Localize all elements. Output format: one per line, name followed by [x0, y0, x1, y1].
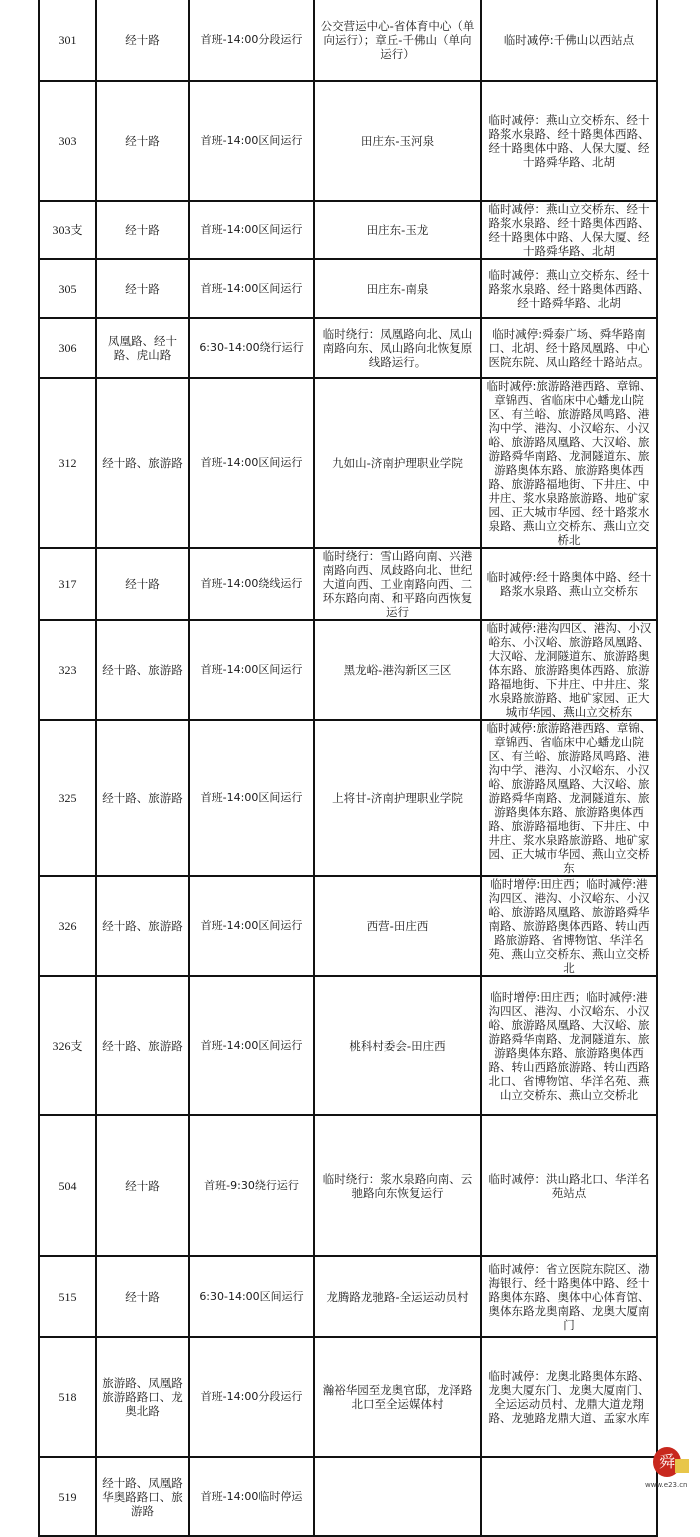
logo-tag-icon	[675, 1459, 689, 1473]
table-row	[39, 548, 657, 620]
affected-road-cell: 经十路、旅游路	[96, 976, 189, 1115]
route-plan-cell: 西营-田庄西	[314, 876, 481, 976]
bus-route-adjustment-table	[38, 0, 658, 1537]
table-row	[39, 0, 657, 81]
table-row	[39, 259, 657, 318]
affected-road-cell: 经十路	[96, 259, 189, 318]
stop-changes-cell: 临时减停：燕山立交桥东、经十路浆水泉路、经十路奥体西路、经十路奥体中路、人保大厦、经十路舜华路、北胡	[481, 201, 657, 259]
stop-changes-cell: 临时减停：燕山立交桥东、经十路浆水泉路、经十路奥体西路、经十路奥体中路、人保大厦、经十路舜华路、北胡	[481, 81, 657, 201]
stop-changes-cell: 临时减停：洪山路北口、华洋名苑站点	[481, 1115, 657, 1256]
watermark-url: www.e23.cn	[645, 1481, 688, 1489]
stop-changes-cell: 临时减停:千佛山以西站点	[481, 0, 657, 81]
seal-logo-icon: 舜	[653, 1447, 681, 1477]
route-plan-cell: 田庄东-南泉	[314, 259, 481, 318]
route-number-cell: 515	[39, 1256, 96, 1337]
route-plan-cell: 公交营运中心-省体育中心（单向运行）；章丘-千佛山（单向运行）	[314, 0, 481, 81]
table-row	[39, 1115, 657, 1256]
route-plan-cell	[314, 1457, 481, 1536]
route-number-cell: 305	[39, 259, 96, 318]
table-row	[39, 1256, 657, 1337]
route-plan-cell: 瀚裕华园至龙奥官邸，龙泽路北口至全运媒体村	[314, 1337, 481, 1457]
stop-changes-cell: 临时减停:旅游路港西路、章锦、章锦西、省临床中心蟠龙山院区、有兰峪、旅游路凤鸣路、港沟中学、港沟、小汉峪东、小汉峪、旅游路凤凰路、大汉峪、旅游路舜华南路、龙洞隧道东、旅游路奥体东路、旅游路奥体西路、旅游路福地街、下井庄、中井庄、浆水泉路旅游路、地矿家园、正大城市华园、经十路浆水泉路、燕山立交桥东、燕山立交桥北	[481, 378, 657, 548]
stop-changes-cell: 临时减停:旅游路港西路、章锦、章锦西、省临床中心蟠龙山院区、有兰峪、旅游路凤鸣路、港沟中学、港沟、小汉峪东、小汉峪、旅游路凤凰路、大汉峪、旅游路舜华南路、龙洞隧道东、旅游路奥体东路、旅游路奥体西路、旅游路福地街、下井庄、中井庄、浆水泉路旅游路、地矿家园、正大城市华园、燕山立交桥东	[481, 720, 657, 876]
route-number-cell: 312	[39, 378, 96, 548]
table-row	[39, 201, 657, 259]
route-number-cell: 519	[39, 1457, 96, 1536]
operation-time-cell: 首班-14:00临时停运	[189, 1457, 314, 1536]
route-plan-cell: 临时绕行：浆水泉路向南、云驰路向东恢复运行	[314, 1115, 481, 1256]
stop-changes-cell: 临时减停:港沟四区、港沟、小汉峪东、小汉峪、旅游路凤凰路、大汉峪、龙洞隧道东、旅游路奥体东路、旅游路奥体西路、旅游路福地街、下井庄、中井庄、浆水泉路旅游路、地矿家园、正大城市华园、燕山立交桥东	[481, 620, 657, 720]
site-watermark	[645, 1445, 697, 1493]
affected-road-cell: 旅游路、凤凰路旅游路路口、龙奥北路	[96, 1337, 189, 1457]
stop-changes-cell: 临时增停:田庄西；临时减停:港沟四区、港沟、小汉峪东、小汉峪、旅游路凤凰路、大汉峪、旅游路舜华南路、龙洞隧道东、旅游路奥体东路、旅游路奥体西路、转山西路旅游路、转山西路北口、省博物馆、华洋名苑、燕山立交桥东、燕山立交桥北	[481, 976, 657, 1115]
route-number-cell: 326支	[39, 976, 96, 1115]
affected-road-cell: 经十路	[96, 1115, 189, 1256]
operation-time-cell: 首班-14:00区间运行	[189, 976, 314, 1115]
operation-time-cell: 首班-14:00区间运行	[189, 259, 314, 318]
route-plan-cell: 临时绕行：凤凰路向北、凤山南路向东、凤山路向北恢复原线路运行。	[314, 318, 481, 378]
affected-road-cell: 经十路	[96, 1256, 189, 1337]
operation-time-cell: 首班-14:00区间运行	[189, 876, 314, 976]
route-plan-cell: 九如山-济南护理职业学院	[314, 378, 481, 548]
route-plan-cell: 田庄东-玉龙	[314, 201, 481, 259]
operation-time-cell: 首班-14:00区间运行	[189, 81, 314, 201]
stop-changes-cell: 临时减停:经十路奥体中路、经十路浆水泉路、燕山立交桥东	[481, 548, 657, 620]
affected-road-cell: 经十路、旅游路	[96, 620, 189, 720]
table-row	[39, 1457, 657, 1536]
route-number-cell: 301	[39, 0, 96, 81]
operation-time-cell: 首班-14:00区间运行	[189, 378, 314, 548]
operation-time-cell: 首班-14:00区间运行	[189, 720, 314, 876]
operation-time-cell: 首班-14:00分段运行	[189, 1337, 314, 1457]
operation-time-cell: 首班-14:00分段运行	[189, 0, 314, 81]
route-number-cell: 323	[39, 620, 96, 720]
stop-changes-cell: 临时增停:田庄西；临时减停:港沟四区、港沟、小汉峪东、小汉峪、旅游路凤凰路、旅游路舜华南路、旅游路奥体西路、转山西路旅游路、省博物馆、华洋名苑、燕山立交桥东、燕山立交桥北	[481, 876, 657, 976]
affected-road-cell: 经十路、旅游路	[96, 876, 189, 976]
route-number-cell: 306	[39, 318, 96, 378]
route-number-cell: 325	[39, 720, 96, 876]
stop-changes-cell: 临时减停：省立医院东院区、渤海银行、经十路奥体中路、经十路奥体东路、奥体中心体育馆、奥体东路龙奥南路、龙奥大厦南门	[481, 1256, 657, 1337]
stop-changes-cell: 临时减停：龙奥北路奥体东路、龙奥大厦东门、龙奥大厦南门、全运运动员村、龙鼎大道龙翔路、龙驰路龙鼎大道、孟家水库	[481, 1337, 657, 1457]
operation-time-cell: 首班-14:00区间运行	[189, 620, 314, 720]
operation-time-cell: 6:30-14:00绕行运行	[189, 318, 314, 378]
affected-road-cell: 凤凰路、经十路、虎山路	[96, 318, 189, 378]
operation-time-cell: 首班-14:00区间运行	[189, 201, 314, 259]
affected-road-cell: 经十路	[96, 0, 189, 81]
route-number-cell: 317	[39, 548, 96, 620]
route-number-cell: 518	[39, 1337, 96, 1457]
table-row	[39, 620, 657, 720]
stop-changes-cell	[481, 1457, 657, 1536]
route-number-cell: 326	[39, 876, 96, 976]
table-row	[39, 81, 657, 201]
operation-time-cell: 首班-14:00绕线运行	[189, 548, 314, 620]
route-plan-cell: 黑龙峪-港沟新区三区	[314, 620, 481, 720]
table-row	[39, 976, 657, 1115]
route-plan-cell: 田庄东-玉河泉	[314, 81, 481, 201]
route-plan-cell: 上将甘-济南护理职业学院	[314, 720, 481, 876]
route-plan-cell: 龙腾路龙驰路-全运运动员村	[314, 1256, 481, 1337]
route-number-cell: 303支	[39, 201, 96, 259]
table-row	[39, 1337, 657, 1457]
stop-changes-cell: 临时减停：燕山立交桥东、经十路浆水泉路、经十路奥体西路、经十路舜华路、北胡	[481, 259, 657, 318]
operation-time-cell: 6:30-14:00区间运行	[189, 1256, 314, 1337]
route-plan-cell: 临时绕行：雪山路向南、兴港南路向西、凤歧路向北、世纪大道向西、工业南路向西、二环东路向南、和平路向西恢复运行	[314, 548, 481, 620]
affected-road-cell: 经十路	[96, 548, 189, 620]
affected-road-cell: 经十路	[96, 81, 189, 201]
table-row	[39, 378, 657, 548]
table-row	[39, 876, 657, 976]
affected-road-cell: 经十路、旅游路	[96, 720, 189, 876]
table-body	[39, 0, 657, 1536]
affected-road-cell: 经十路、旅游路	[96, 378, 189, 548]
table-row	[39, 720, 657, 876]
route-number-cell: 303	[39, 81, 96, 201]
route-plan-cell: 桃科村委会-田庄西	[314, 976, 481, 1115]
stop-changes-cell: 临时减停:舜泰广场、舜华路南口、北胡、经十路凤凰路、中心医院东院、凤山路经十路站点。	[481, 318, 657, 378]
route-number-cell: 504	[39, 1115, 96, 1256]
table-row	[39, 318, 657, 378]
affected-road-cell: 经十路	[96, 201, 189, 259]
affected-road-cell: 经十路、凤凰路华奥路路口、旅游路	[96, 1457, 189, 1536]
operation-time-cell: 首班-9:30绕行运行	[189, 1115, 314, 1256]
